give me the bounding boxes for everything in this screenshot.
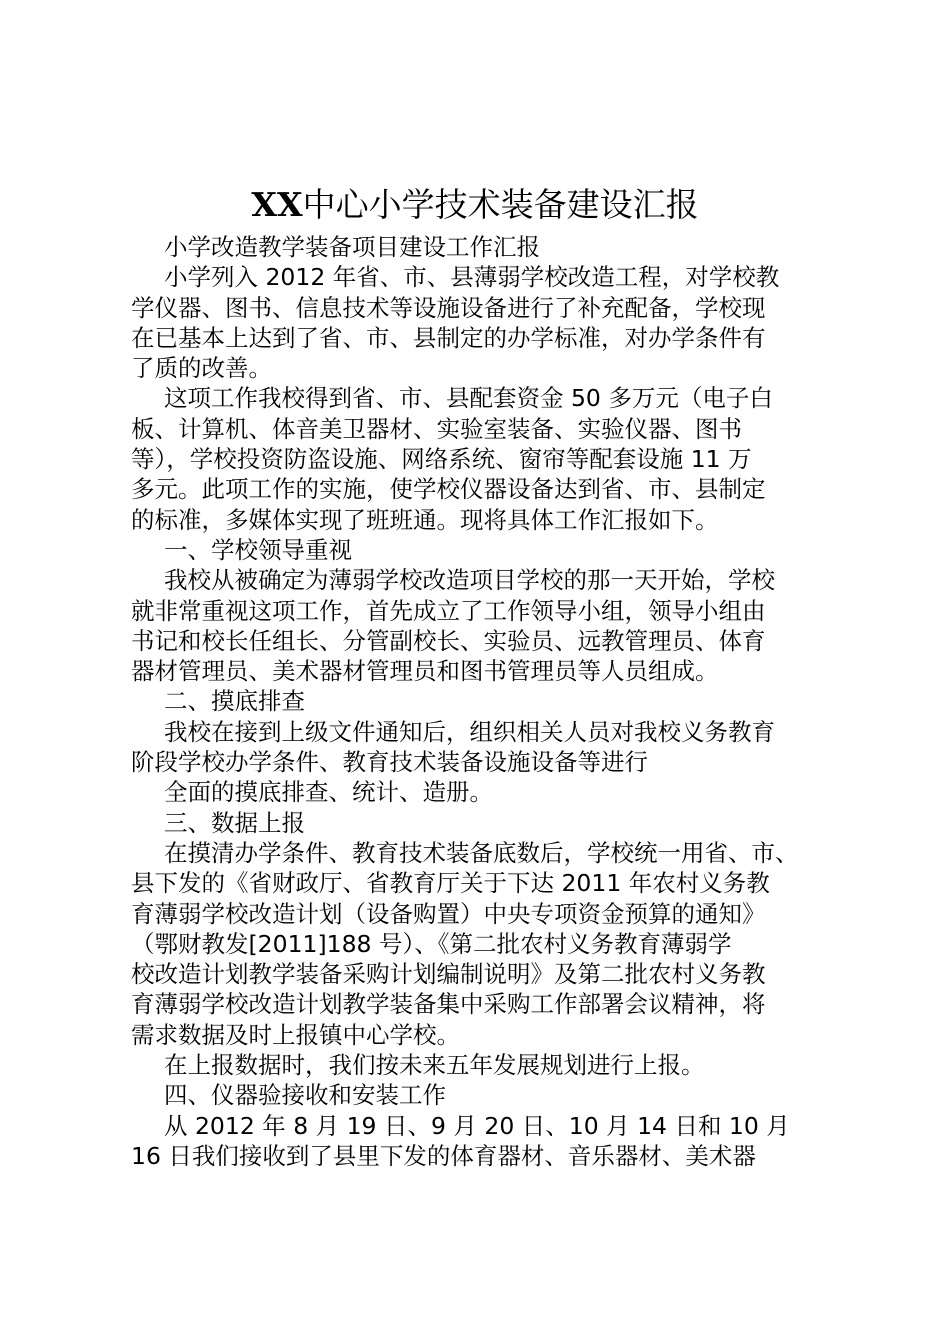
body-line: 16 日我们接收到了县里下发的体育器材、音乐器材、美术器 [131, 1141, 756, 1170]
body-line: 的标准，多媒体实现了班班通。现将具体工作汇报如下。 [131, 505, 719, 534]
body-line: 我校从被确定为薄弱学校改造项目学校的那一天开始，学校 [164, 566, 775, 595]
body-line: 育薄弱学校改造计划（设备购置）中央专项资金预算的通知》 [131, 899, 766, 928]
body-line: 一、学校领导重视 [164, 535, 352, 564]
body-line: 全面的摸底排查、统计、造册。 [164, 778, 493, 807]
body-line: 小学改造教学装备项目建设工作汇报 [164, 233, 540, 261]
body-line: 在上报数据时，我们按未来五年发展规划进行上报。 [164, 1051, 705, 1080]
body-line: 在摸清办学条件、教育技术装备底数后，学校统一用省、市、 [164, 838, 799, 867]
body-line: 等），学校投资防盗设施、网络系统、窗帘等配套设施 11 万 [131, 445, 752, 474]
body-line: 学仪器、图书、信息技术等设施设备进行了补充配备，学校现 [131, 293, 766, 322]
document-title-text: 中心小学技术装备建设汇报 [302, 185, 699, 224]
body-line: 多元。此项工作的实施，使学校仪器设备达到省、市、县制定 [131, 475, 766, 504]
body-line: 板、计算机、体音美卫器材、实验室装备、实验仪器、图书 [131, 414, 742, 443]
body-line: 器材管理员、美术器材管理员和图书管理员等人员组成。 [131, 657, 719, 686]
body-line: 阶段学校办学条件、教育技术装备设施设备等进行 [131, 748, 648, 777]
body-line: 就非常重视这项工作，首先成立了工作领导小组，领导小组由 [131, 596, 766, 625]
body-line: 育薄弱学校改造计划教学装备集中采购工作部署会议精神，将 [131, 990, 766, 1019]
body-line: 我校在接到上级文件通知后，组织相关人员对我校义务教育 [164, 717, 775, 746]
body-line: 三、数据上报 [164, 808, 305, 837]
body-line: 了质的改善。 [131, 354, 272, 383]
body-line: 书记和校长任组长、分管副校长、实验员、远教管理员、体育 [131, 626, 766, 655]
body-line: 二、摸底排查 [164, 687, 305, 716]
body-line: 小学列入 2012 年省、市、县薄弱学校改造工程，对学校教 [164, 263, 780, 292]
document-title-prefix: XX [251, 185, 303, 224]
document-title [0, 183, 950, 227]
body-line: 四、仪器验接收和安装工作 [164, 1081, 446, 1110]
body-line: 需求数据及时上报镇中心学校。 [131, 1020, 460, 1049]
body-line: （鄂财教发[2011]188 号）、《第二批农村义务教育薄弱学 [131, 929, 732, 958]
body-line: 校改造计划教学装备采购计划编制说明》及第二批农村义务教 [131, 960, 766, 989]
document-body [131, 232, 851, 1171]
body-line: 县下发的《省财政厅、省教育厅关于下达 2011 年农村义务教 [131, 869, 770, 898]
body-line: 从 2012 年 8 月 19 日、9 月 20 日、10 月 14 日和 10 月 [164, 1111, 790, 1140]
body-line: 在已基本上达到了省、市、县制定的办学标准，对办学条件有 [131, 323, 766, 352]
body-line: 这项工作我校得到省、市、县配套资金 50 多万元（电子白 [164, 384, 773, 413]
